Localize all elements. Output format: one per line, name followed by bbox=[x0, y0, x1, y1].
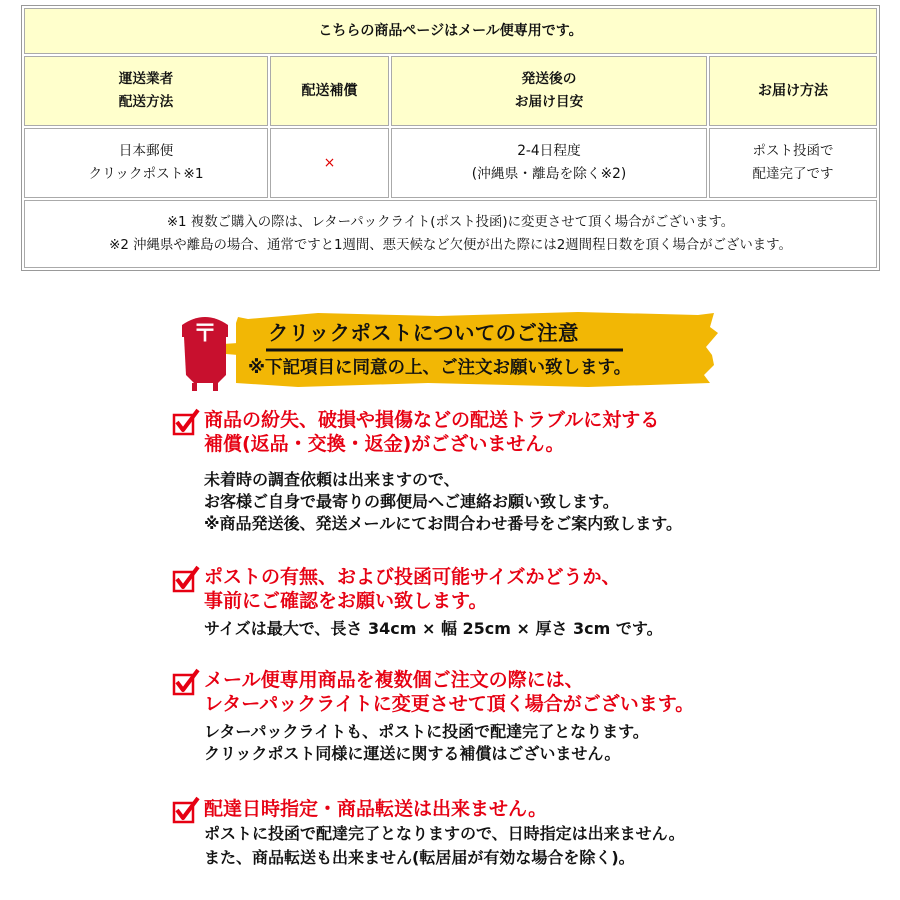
checkmark-icon bbox=[172, 565, 200, 593]
checkmark-icon bbox=[172, 408, 200, 436]
item1-body-line2: お客様ご自身で最寄りの郵便局へご連絡お願い致します。 bbox=[204, 492, 619, 511]
item2-heading-line1: ポストの有無、および投函可能サイズかどうか、 bbox=[204, 566, 621, 588]
item1-body-line1: 未着時の調査依頼は出来ますので、 bbox=[204, 470, 460, 489]
item2-body-line1: サイズは最大で、長さ 34cm × 幅 25cm × 厚さ 3cm です。 bbox=[204, 619, 663, 638]
cell-carrier-line2: クリックポスト※1 bbox=[88, 166, 204, 182]
header-eta-line2: お届け目安 bbox=[514, 94, 584, 110]
note-1: ※1 複数ご購入の際は、レターパックライト(ポスト投函)に変更させて頂く場合がございます。 bbox=[166, 215, 735, 230]
checkmark-icon bbox=[172, 668, 200, 696]
banner-title: クリックポストについてのご注意 bbox=[268, 321, 579, 345]
header-delivery: お届け方法 bbox=[709, 56, 877, 126]
header-carrier-line2: 配送方法 bbox=[118, 94, 174, 110]
item3-heading-line2: レターパックライトに変更させて頂く場合がございます。 bbox=[204, 693, 695, 715]
postmark-symbol: 〒 bbox=[193, 319, 217, 347]
postbox-icon bbox=[182, 317, 228, 391]
item4-body-line1: ポストに投函で配達完了となりますので、日時指定は出来ません。 bbox=[204, 824, 685, 843]
shipping-info-table bbox=[21, 5, 880, 271]
header-carrier bbox=[24, 56, 268, 126]
cell-carrier bbox=[24, 128, 268, 198]
item1-body-line3: ※商品発送後、発送メールにてお問合わせ番号をご案内致します。 bbox=[204, 514, 682, 533]
checkmark-icon bbox=[172, 796, 200, 824]
note-2: ※2 沖縄県や離島の場合、通常ですと1週間、悪天候など欠便が出た際には2週間程日数を頂く場合がございます。 bbox=[109, 238, 792, 253]
item4-heading-line1: 配達日時指定・商品転送は出来ません。 bbox=[204, 798, 548, 820]
mail-only-notice: こちらの商品ページはメール便専用です。 bbox=[24, 8, 877, 54]
cell-carrier-line1: 日本郵便 bbox=[118, 143, 174, 159]
item1-heading-line1: 商品の紛失、破損や損傷などの配送トラブルに対する bbox=[204, 409, 660, 431]
header-carrier-line1: 運送業者 bbox=[118, 71, 174, 87]
cell-delivery-line1: ポスト投函で bbox=[752, 143, 834, 159]
cell-eta-line2: (沖縄県・離島を除く※2) bbox=[471, 166, 627, 182]
header-eta bbox=[391, 56, 707, 126]
cell-compensation: × bbox=[270, 128, 389, 198]
item3-body-line1: レターパックライトも、ポストに投函で配達完了となります。 bbox=[204, 722, 649, 741]
table-notes bbox=[24, 200, 877, 268]
cell-eta-line1: 2-4日程度 bbox=[517, 143, 581, 159]
cell-delivery-line2: 配達完了です bbox=[752, 166, 834, 182]
cell-delivery bbox=[709, 128, 877, 198]
header-compensation: 配送補償 bbox=[270, 56, 389, 126]
banner-subtitle: ※下記項目に同意の上、ご注文お願い致します。 bbox=[248, 358, 632, 378]
item1-heading-line2: 補償(返品・交換・返金)がございません。 bbox=[204, 433, 565, 455]
item3-body-line2: クリックポスト同様に運送に関する補償はございません。 bbox=[204, 744, 621, 763]
cell-eta bbox=[391, 128, 707, 198]
item3-heading-line1: メール便専用商品を複数個ご注文の際には、 bbox=[204, 669, 584, 691]
item2-heading-line2: 事前にご確認をお願い致します。 bbox=[204, 590, 488, 612]
header-eta-line1: 発送後の bbox=[521, 71, 577, 87]
item4-body-line2: また、商品転送も出来ません(転居届が有効な場合を除く)。 bbox=[204, 848, 635, 867]
